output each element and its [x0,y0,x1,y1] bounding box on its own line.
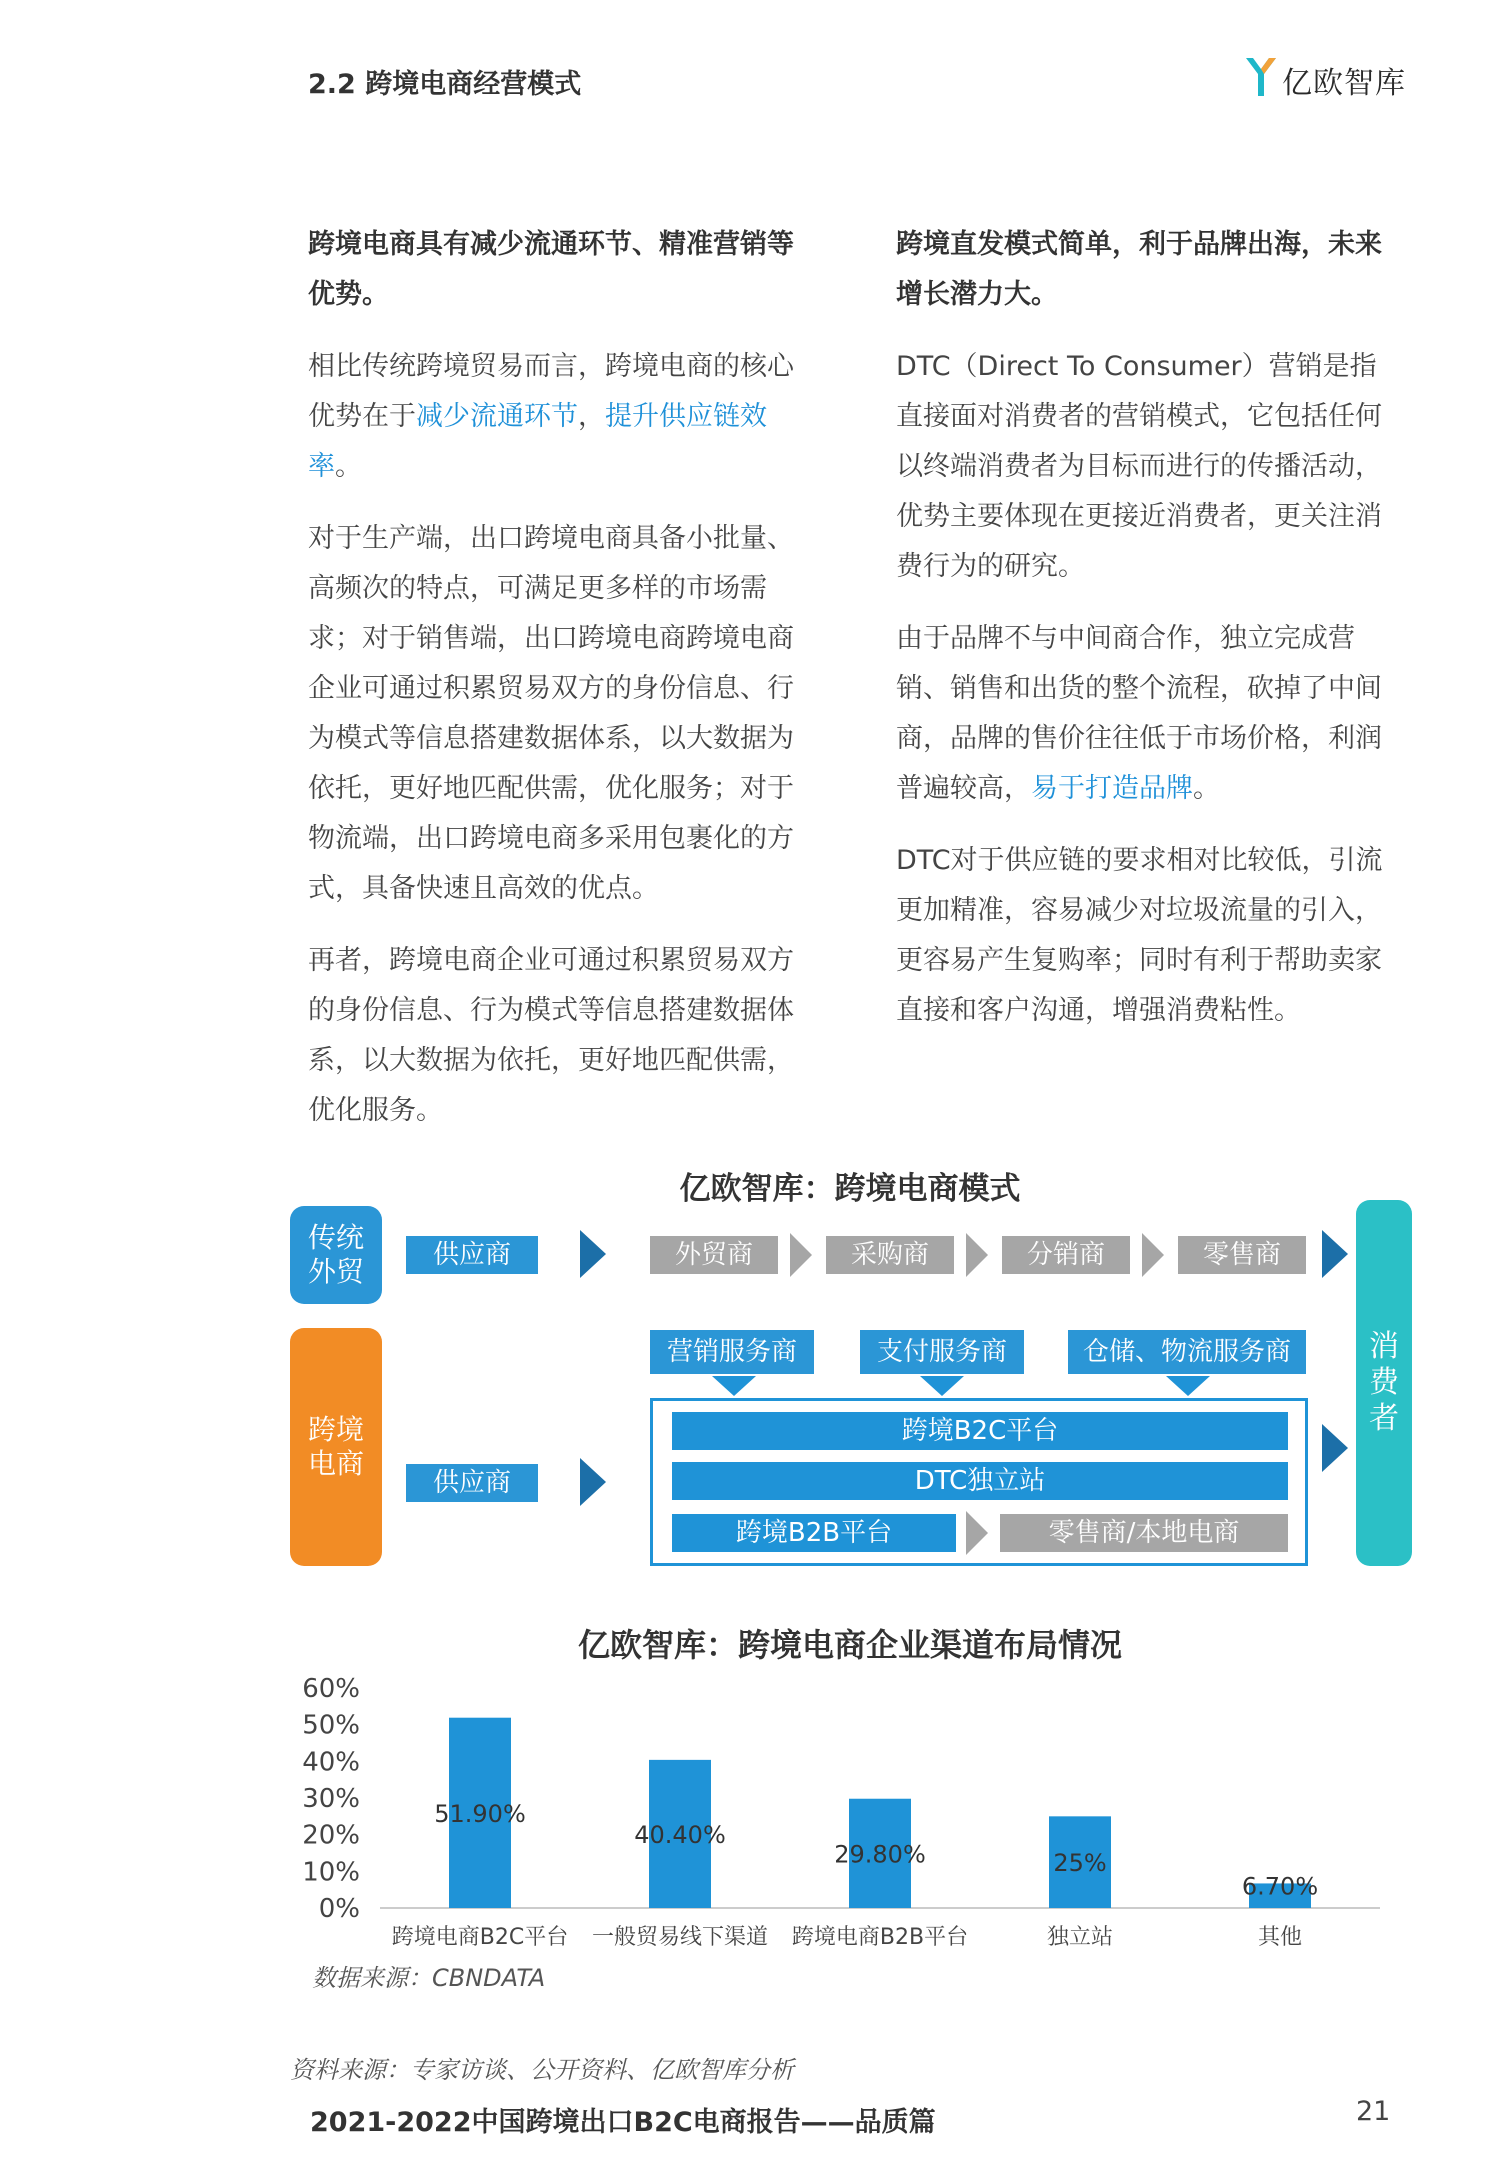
crossborder-label: 跨境电商 [307,1413,364,1480]
x-tick-label: 独立站 [1046,1925,1114,1950]
left-p1-text-b: ， [578,401,605,432]
arrow-right-icon [580,1230,606,1278]
y-tick-label: 40% [302,1747,360,1778]
x-tick-label: 跨境电商B2B平台 [791,1925,969,1950]
trad-chain-foreign-trader: 外贸商 [650,1236,778,1274]
service-marketing: 营销服务商 [650,1330,814,1374]
y-tick-label: 0% [318,1894,360,1924]
diagram-title: 亿欧智库：跨境电商模式 [679,1171,1021,1207]
traditional-trade-label: 传统外贸 [307,1221,364,1288]
platform-b2b: 跨境B2B平台 [672,1514,956,1552]
trad-chain-distributor: 分销商 [1002,1236,1130,1274]
data-label: 6.70% [1241,1872,1319,1901]
arrow-right-icon [580,1458,606,1506]
x-tick-label: 跨境电商B2C平台 [391,1925,569,1950]
page-number: 21 [1356,2096,1391,2127]
platform-dtc: DTC独立站 [672,1462,1288,1500]
report-title: 2021-2022中国跨境出口B2C电商报告——品质篇 [310,2107,936,2138]
service-payment: 支付服务商 [860,1330,1024,1374]
x-tick-label: 其他 [1257,1925,1303,1950]
service-logistics: 仓储、物流服务商 [1068,1330,1306,1374]
right-column [896,220,1396,1058]
data-label: 40.40% [634,1820,726,1849]
right-paragraph-3: DTC对于供应链的要求相对比较低，引流更加精准，容易减少对垃圾流量的引入，更容易产生复购率；同时有利于帮助卖家直接和客户沟通，增强消费粘性。 [896,845,1383,1026]
trad-chain-retailer: 零售商 [1178,1236,1306,1274]
y-tick-label: 20% [302,1820,360,1851]
y-tick-label: 10% [302,1857,360,1888]
chart-source: 数据来源：CBNDATA [312,1964,546,1992]
y-tick-label: 30% [302,1784,360,1814]
trad-chain-purchaser: 采购商 [826,1236,954,1274]
y-tick-label: 50% [302,1710,360,1741]
highlight-supply-chain: 提升供应链效率 [308,401,767,482]
arrow-right-icon [1322,1424,1348,1472]
supplier-crossborder: 供应商 [406,1464,538,1502]
arrow-right-icon [790,1233,812,1277]
data-label: 25% [1053,1849,1107,1878]
x-tick-label: 一般贸易线下渠道 [591,1925,769,1950]
logo-icon [1244,54,1278,100]
left-p1-text-a: 相比传统跨境贸易而言，跨境电商的核心优势在于 [308,351,794,432]
right-paragraph-1: DTC（Direct To Consumer）营销是指直接面对消费者的营销模式，它包括任何以终端消费者为目标而进行的传播活动，优势主要体现在更接近消费者，更关注消费行为的研究。 [896,351,1382,582]
left-p1-text-c: 。 [335,451,362,482]
platform-b2c: 跨境B2C平台 [672,1412,1288,1450]
arrow-right-icon [966,1233,988,1277]
y-tick-label: 60% [302,1674,360,1704]
right-p2-text-a: 由于品牌不与中间商合作，独立完成营销、销售和出货的整个流程，砍掉了中间商，品牌的售价往往低于市场价格，利润普遍较高， [896,623,1382,804]
highlight-build-brand: 易于打造品牌 [1031,773,1193,804]
arrow-right-icon [1142,1233,1164,1277]
data-label: 51.90% [434,1799,526,1828]
logo-text: 亿欧智库 [1282,66,1406,101]
supplier-traditional: 供应商 [406,1236,538,1274]
traditional-trade-box [290,1206,382,1304]
consumer-box [1356,1200,1412,1566]
channel-bar-chart [290,1672,1420,1962]
arrow-down-icon [920,1376,964,1396]
left-paragraph-1 [308,342,808,492]
highlight-reduce-circulation: 减少流通环节 [416,401,578,432]
right-paragraph-2 [896,614,1396,814]
source-note: 资料来源：专家访谈、公开资料、亿欧智库分析 [290,2056,794,2084]
arrow-right-icon [1322,1230,1348,1278]
logo [1244,54,1414,100]
chart-title: 亿欧智库：跨境电商企业渠道布局情况 [577,1626,1122,1664]
left-paragraph-3: 再者，跨境电商企业可通过积累贸易双方的身份信息、行为模式等信息搭建数据体系，以大数据为依托，更好地匹配供需，优化服务。 [308,945,794,1126]
consumer-label: 消费者 [1369,1329,1399,1436]
platform-retail: 零售商/本地电商 [1000,1514,1288,1552]
arrow-right-icon [966,1511,988,1555]
section-title: 2.2 跨境电商经营模式 [308,69,582,100]
right-p2-text-b: 。 [1193,773,1220,804]
arrow-down-icon [1166,1376,1210,1396]
left-paragraph-2: 对于生产端，出口跨境电商具备小批量、高频次的特点，可满足更多样的市场需求；对于销售端，出口跨境电商跨境电商企业可通过积累贸易双方的身份信息、行为模式等信息搭建数据体系，以大数据为依托，更好地匹配供需，优化服务；对于物流端，出口跨境电商多采用包裹化的方式，具备快速且高效的优点。 [308,523,794,904]
right-heading: 跨境直发模式简单，利于品牌出海，未来增长潜力大。 [896,229,1382,310]
crossborder-box [290,1328,382,1566]
arrow-down-icon [712,1376,756,1396]
left-column [308,220,808,1158]
data-label: 29.80% [834,1840,926,1869]
left-heading: 跨境电商具有减少流通环节、精准营销等优势。 [308,229,794,310]
